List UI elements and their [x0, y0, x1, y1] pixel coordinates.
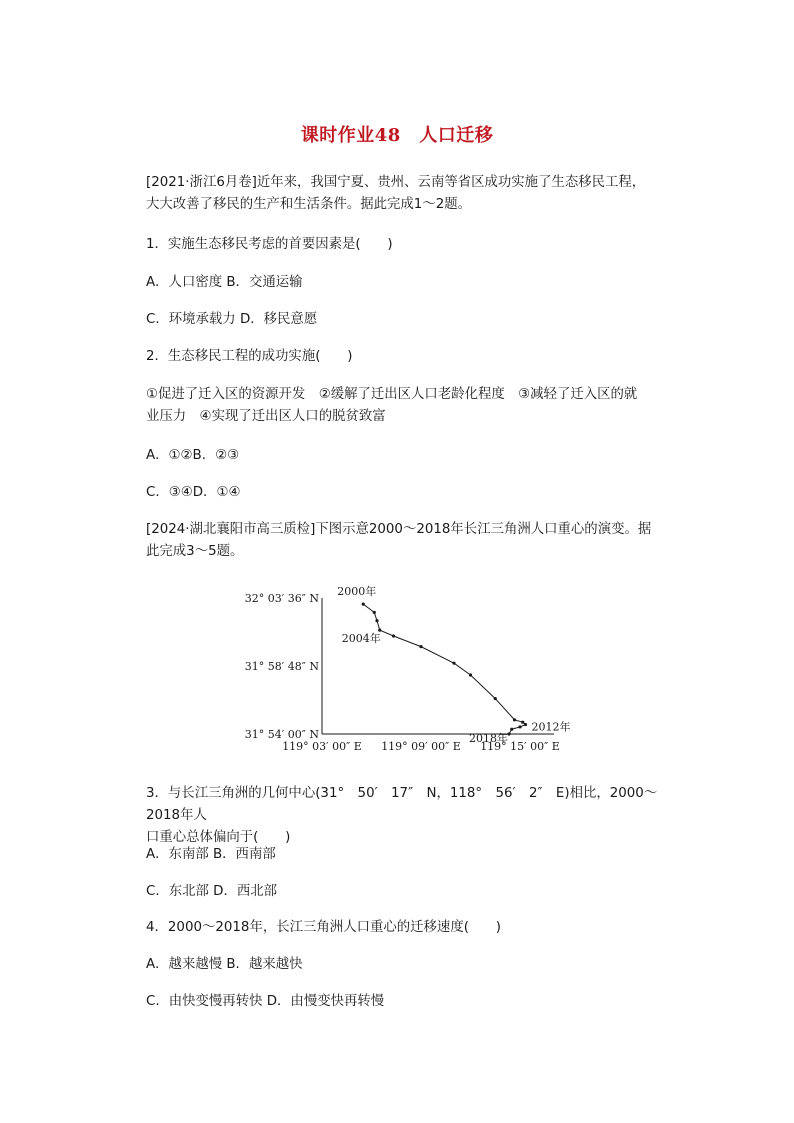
- centroid-point: [524, 723, 527, 726]
- intro-passage-2: [146, 519, 686, 563]
- year-annotation: 2000年: [337, 585, 377, 599]
- y-tick-label: 31° 58′ 48″ N: [244, 660, 319, 673]
- centroid-point: [362, 603, 365, 606]
- intro-1-line-1: [2021·浙江6月卷]近年来，我国宁夏、贵州、云南等省区成功实施了生态移民工程，: [146, 175, 646, 190]
- centroid-point: [375, 619, 378, 622]
- question-4-options-ab: A．越来越慢 B．越来越快: [146, 957, 303, 972]
- question-2-statements-line-2: 业压力 ④实现了迁出区人口的脱贫致富: [146, 409, 386, 424]
- page-title: 课时作业48 人口迁移: [300, 125, 494, 146]
- centroid-point: [518, 725, 521, 728]
- question-2-options-ab: A．①②B．②③: [146, 448, 240, 463]
- year-annotation: 2012年: [531, 720, 571, 734]
- question-2-statements-line-1: ①促进了迁入区的资源开发 ②缓解了迁出区人口老龄化程度 ③减轻了迁入区的就: [146, 387, 638, 402]
- centroid-point: [469, 673, 472, 676]
- question-2-statements: [146, 384, 686, 428]
- centroid-point: [521, 721, 524, 724]
- intro-2-line-2: 此完成3～5题。: [146, 544, 244, 559]
- question-2-options-cd: C．③④D．①④: [146, 485, 241, 500]
- y-tick-label: 32° 03′ 36″ N: [244, 592, 319, 605]
- intro-2-line-1: [2024·湖北襄阳市高三质检]下图示意2000～2018年长江三角洲人口重心的演变。据: [146, 522, 652, 537]
- centroid-point: [392, 634, 395, 637]
- x-tick-label: 119° 03′ 00″ E: [282, 740, 362, 753]
- question-4-stem: 4．2000～2018年，长江三角洲人口重心的迁移速度( ): [146, 920, 501, 935]
- question-3-stem-line-2: 口重心总体偏向于( ): [146, 830, 291, 845]
- population-centroid-figure: [244, 585, 571, 758]
- centroid-chart: [244, 585, 571, 758]
- question-4-options-cd: C．由快变慢再转快 D．由慢变快再转慢: [146, 994, 385, 1009]
- centroid-point: [510, 728, 513, 731]
- centroid-trajectory-line: [363, 604, 525, 734]
- intro-passage-1: [146, 172, 686, 216]
- intro-1-line-2: 大大改善了移民的生产和生活条件。据此完成1～2题。: [146, 197, 472, 212]
- centroid-point: [373, 611, 376, 614]
- centroid-point: [494, 697, 497, 700]
- question-3-stem-line-1: 3．与长江三角洲的几何中心(31° 50′ 17″ N，118° 56′ 2″ E)相比，2000～2018年人: [146, 786, 658, 823]
- question-1-options-ab: A．人口密度 B．交通运输: [146, 275, 303, 290]
- centroid-point: [419, 645, 422, 648]
- question-3-stem: [146, 783, 686, 849]
- question-3-options-ab: A．东南部 B．西南部: [146, 847, 276, 862]
- y-tick-label: 31° 54′ 00″ N: [244, 728, 319, 741]
- centroid-point: [513, 718, 516, 721]
- year-annotation: 2018年: [469, 732, 508, 745]
- question-1-stem: 1．实施生态移民考虑的首要因素是( ): [146, 237, 393, 252]
- question-1-options-cd: C．环境承载力 D．移民意愿: [146, 312, 318, 327]
- x-tick-label: 119° 09′ 00″ E: [381, 740, 461, 753]
- question-3-options-cd: C．东北部 D．西北部: [146, 884, 278, 899]
- year-annotation: 2004年: [341, 632, 381, 646]
- question-2-stem: 2．生态移民工程的成功实施( ): [146, 349, 353, 364]
- centroid-point: [452, 662, 455, 665]
- x-tick-label: 119° 15′ 00″ E: [480, 740, 560, 753]
